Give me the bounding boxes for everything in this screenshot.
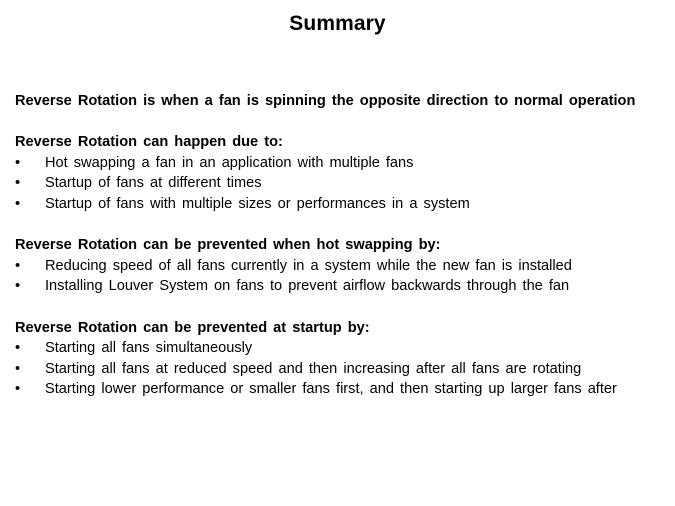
bullet-list xyxy=(15,256,660,297)
bullet-mark: • xyxy=(15,340,21,357)
section-startup-prevention xyxy=(15,318,660,400)
bullet-text: Reducing speed of all fans currently in a system while the new fan is installed xyxy=(45,257,572,274)
bullet-list xyxy=(15,338,660,400)
bullet-mark: • xyxy=(15,154,21,171)
summary-content xyxy=(15,91,660,400)
bullet-item xyxy=(15,194,660,215)
bullet-mark: • xyxy=(15,360,21,377)
bullet-item xyxy=(15,379,660,400)
bullet-text: Starting lower performance or smaller fans first, and then starting up larger fans after xyxy=(45,381,617,398)
bullet-text: Starting all fans simultaneously xyxy=(45,340,253,357)
bullet-mark: • xyxy=(15,195,21,212)
bullet-mark: • xyxy=(15,175,21,192)
bullet-item xyxy=(15,173,660,194)
bullet-text: Startup of fans with multiple sizes or performances in a system xyxy=(45,195,470,212)
section-causes xyxy=(15,132,660,214)
bullet-text: Installing Louver System on fans to prevent airflow backwards through the fan xyxy=(45,278,570,295)
bullet-item xyxy=(15,256,660,277)
bullet-item xyxy=(15,153,660,174)
bullet-mark: • xyxy=(15,278,21,295)
bullet-item xyxy=(15,276,660,297)
bullet-text: Startup of fans at different times xyxy=(45,175,262,192)
section-heading: Reverse Rotation can be prevented when hot swapping by: xyxy=(15,237,441,254)
section-hot-swap-prevention xyxy=(15,235,660,297)
section-heading: Reverse Rotation can happen due to: xyxy=(15,134,283,151)
bullet-text: Starting all fans at reduced speed and then increasing after all fans are rotating xyxy=(45,360,582,377)
bullet-mark: • xyxy=(15,381,21,398)
bullet-item xyxy=(15,359,660,380)
intro-statement: Reverse Rotation is when a fan is spinning the opposite direction to normal operation xyxy=(15,93,636,109)
bullet-mark: • xyxy=(15,257,21,274)
slide-title: Summary xyxy=(289,12,386,35)
bullet-text: Hot swapping a fan in an application with multiple fans xyxy=(45,154,414,171)
bullet-list xyxy=(15,153,660,215)
section-heading: Reverse Rotation can be prevented at startup by: xyxy=(15,319,370,336)
bullet-item xyxy=(15,338,660,359)
